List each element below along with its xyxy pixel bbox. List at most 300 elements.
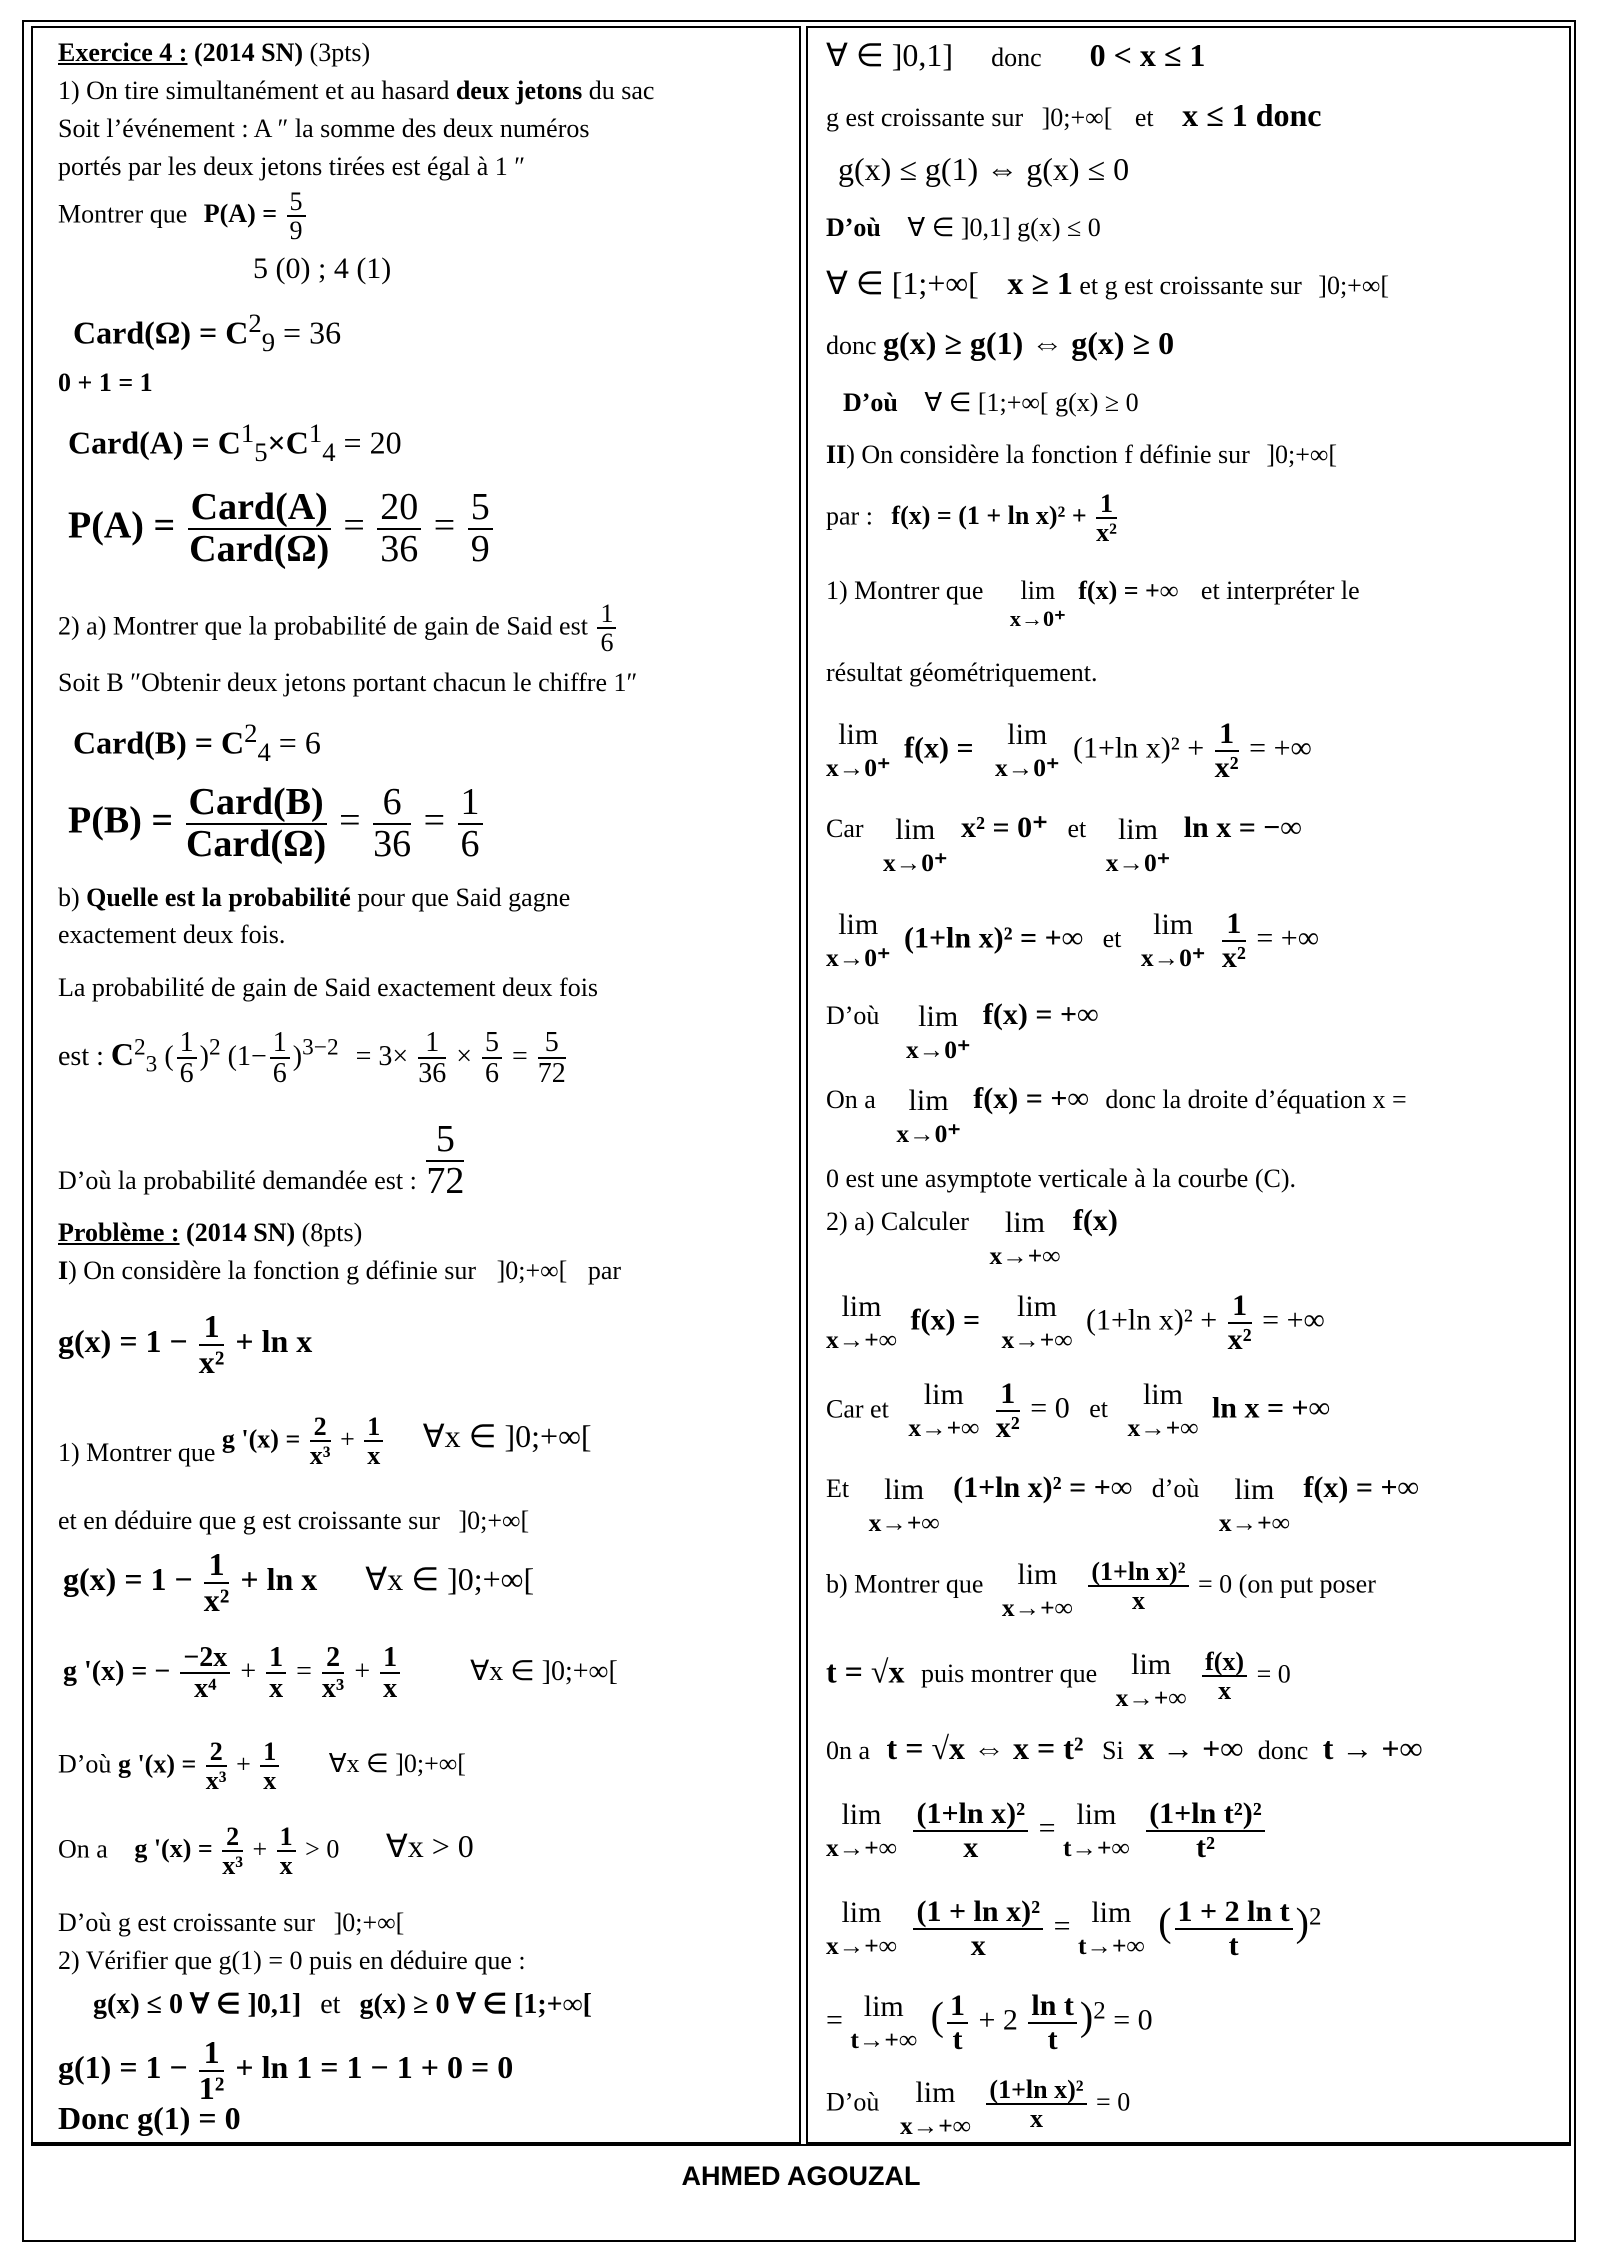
text-line: 0 + 1 = 1 <box>58 368 153 397</box>
numerator: 20 <box>377 488 421 530</box>
limit-sub: x→+∞ <box>1115 1682 1187 1712</box>
math-line <box>68 418 402 467</box>
denominator: x² <box>1096 518 1117 548</box>
math: g '(x) = <box>117 1749 197 1779</box>
text: et en déduire que g est croissante sur <box>58 1506 440 1535</box>
fraction <box>947 1990 968 2055</box>
math: ln x = +∞ <box>1211 1391 1331 1425</box>
subscript: 3 <box>145 1051 158 1078</box>
limit <box>1219 1473 1290 1537</box>
math: P(A) = <box>68 504 176 547</box>
limit-sub: x→+∞ <box>1001 1324 1073 1354</box>
limit <box>1002 1558 1073 1622</box>
math: g(1) = 1 − <box>58 2048 188 2085</box>
limit <box>826 1896 897 1960</box>
superscript: 2 <box>134 1034 146 1061</box>
math: x² = 0⁺ <box>961 811 1048 844</box>
fraction <box>206 1738 227 1795</box>
denominator: 9 <box>289 216 303 246</box>
math: = 0 <box>1113 2003 1153 2037</box>
math: f(x) = +∞ <box>1303 1471 1419 1504</box>
limit <box>1010 576 1066 631</box>
limit <box>869 1473 940 1537</box>
lim: lim <box>1142 1378 1183 1411</box>
denominator: 6 <box>485 1058 499 1090</box>
denominator: 1² <box>198 2069 225 2106</box>
math-line <box>826 1206 1118 1270</box>
denominator: x <box>970 1928 986 1962</box>
math-line <box>826 1798 1268 1863</box>
exercise-heading <box>58 38 370 68</box>
math-line <box>68 783 486 865</box>
math: = 0 <box>1256 1659 1291 1689</box>
text-line: exactement deux fois. <box>58 920 286 949</box>
math-line <box>826 1473 1419 1537</box>
fraction <box>458 783 483 865</box>
numerator: 1 <box>260 1738 279 1767</box>
limit-sub: x→0⁺ <box>883 847 948 877</box>
math: ]0;+∞[ <box>1041 103 1113 132</box>
math: + <box>340 1424 355 1454</box>
math: ∀x ∈ ]0;+∞[ <box>328 1749 466 1779</box>
numerator: 6 <box>373 783 411 825</box>
text-line: portés par les deux jetons tirées est égal à 1 ″ <box>58 152 526 181</box>
limit-sub: x→0⁺ <box>1009 605 1066 631</box>
subscript: 5 <box>254 437 268 468</box>
fraction <box>199 1310 225 1379</box>
text-line <box>826 440 1337 470</box>
math: ) <box>292 1040 303 1072</box>
limit <box>900 2076 971 2140</box>
math: ) <box>199 1040 209 1072</box>
numerator: 1 <box>364 1413 383 1442</box>
denominator: x <box>263 1766 277 1796</box>
limit <box>850 1990 917 2054</box>
math: (1+ln x)² = +∞ <box>903 921 1084 955</box>
math: ∀x ∈ ]0;+∞[ <box>470 1655 618 1687</box>
math: g(x) = 1 − <box>58 1322 188 1359</box>
left-column <box>31 26 801 2144</box>
fraction <box>482 1028 502 1089</box>
math: × <box>456 1040 472 1072</box>
numerator: 2 <box>310 1413 331 1442</box>
lim: lim <box>923 1378 964 1411</box>
math-line <box>826 265 1390 301</box>
fraction <box>1146 1798 1265 1863</box>
fraction <box>1096 490 1117 547</box>
math: = 0 <box>1030 1391 1070 1425</box>
denominator: x² <box>1214 750 1239 784</box>
denominator: x <box>367 1441 381 1471</box>
numerator: 1 <box>204 1548 230 1584</box>
superscript: 1 <box>308 418 323 448</box>
denominator: x <box>1218 1676 1232 1706</box>
math: = 6 <box>270 724 321 761</box>
subscript: 9 <box>261 327 276 358</box>
denominator: 36 <box>373 822 412 865</box>
text-bold: D’où <box>843 388 898 417</box>
fraction <box>266 1643 286 1704</box>
denominator: x <box>279 1851 293 1881</box>
math: f(x) = <box>903 731 974 765</box>
math: x ≥ 1 <box>1007 265 1073 301</box>
math-line <box>826 718 1312 783</box>
text: et g est croissante sur <box>1079 271 1302 300</box>
numerator: 1 <box>1215 718 1239 752</box>
fraction <box>1175 1896 1293 1961</box>
math-line <box>58 1310 312 1379</box>
text: (on put poser <box>1238 1569 1376 1599</box>
text-line <box>58 1256 621 1286</box>
math: Card(Ω) = C <box>73 314 249 351</box>
subscript: 4 <box>322 437 336 468</box>
math: = 0 <box>1198 1569 1233 1599</box>
text-line: La probabilité de gain de Said exactement deux fois <box>58 973 599 1002</box>
math: f(x) <box>1072 1204 1118 1237</box>
text-bold: II <box>826 440 847 469</box>
text: ) On considère la fonction f définie sur <box>846 440 1250 469</box>
text: donc la droite d’équation x = <box>1105 1085 1407 1114</box>
superscript: 2 <box>209 1034 221 1061</box>
numerator: 2 <box>222 1823 243 1852</box>
denominator: 9 <box>470 527 490 570</box>
math-line <box>826 908 1319 973</box>
text: b) <box>58 883 87 912</box>
math: + <box>354 1655 371 1687</box>
denominator: t² <box>1195 1830 1215 1864</box>
problem-heading <box>58 1218 362 1248</box>
text-line: Soit l’événement : A ″ la somme des deux numéros <box>58 114 590 143</box>
numerator: 1 <box>947 1990 968 2024</box>
text: D’où g est croissante sur <box>58 1908 316 1937</box>
math: + <box>240 1655 257 1687</box>
limit <box>826 1290 897 1354</box>
math: = <box>1038 1811 1056 1845</box>
text: D’où <box>826 2087 880 2117</box>
math: = 0 <box>1096 2087 1131 2117</box>
denominator: 6 <box>600 628 614 658</box>
math: ×C <box>267 424 309 461</box>
limit-sub: x→+∞ <box>1127 1412 1199 1442</box>
fraction <box>913 1798 1028 1863</box>
text: 1) Montrer que <box>58 1438 216 1468</box>
lim: lim <box>884 1473 925 1506</box>
superscript: 3−2 <box>302 1034 339 1061</box>
lim: lim <box>1153 908 1194 941</box>
math-line <box>826 1000 1098 1064</box>
right-column <box>806 26 1571 2144</box>
math-line <box>826 1648 1291 1712</box>
superscript: 2 <box>244 718 258 748</box>
text-line: 5 (0) ; 4 (1) <box>253 252 392 285</box>
fraction <box>1088 1558 1188 1615</box>
text: par <box>587 1256 622 1285</box>
problem-source: (2014 SN) <box>186 1218 296 1247</box>
text: d’où <box>1151 1474 1200 1503</box>
math: f(x) = +∞ <box>982 998 1099 1031</box>
subscript: 4 <box>257 737 271 768</box>
numerator: 5 <box>482 1028 502 1059</box>
math: = <box>1053 1909 1071 1943</box>
numerator: Card(B) <box>186 783 327 825</box>
text: On a <box>58 1834 108 1864</box>
math: = <box>826 2003 843 2037</box>
text: D’où <box>826 1001 880 1030</box>
limit-sub: x→+∞ <box>826 1324 897 1354</box>
fraction <box>310 1413 331 1470</box>
fraction <box>287 188 306 245</box>
fraction <box>270 1028 290 1089</box>
numerator: 2 <box>322 1643 344 1674</box>
math: = +∞ <box>1249 731 1312 765</box>
limit-sub: x→0⁺ <box>896 1118 961 1148</box>
numerator: 1 <box>380 1643 400 1674</box>
math: ]0;+∞[ <box>1318 271 1390 300</box>
limit <box>826 908 890 972</box>
denominator: x <box>1029 2104 1043 2134</box>
math-line <box>58 2100 241 2136</box>
math: = <box>343 504 365 547</box>
lim: lim <box>1004 1206 1045 1239</box>
lim: lim <box>1076 1798 1117 1831</box>
text: D’où <box>58 1749 112 1779</box>
numerator: 1 <box>199 2036 225 2072</box>
fraction <box>597 600 616 657</box>
math-line <box>58 1028 569 1089</box>
limit <box>1106 813 1170 877</box>
math: > 0 <box>305 1834 340 1864</box>
math: f(x) = (1 + ln x)² + <box>891 501 1087 531</box>
math-line <box>58 1738 466 1795</box>
text-bold: D’où <box>826 213 881 242</box>
math-line <box>826 576 1360 631</box>
math: g '(x) = <box>221 1424 301 1454</box>
lim: lim <box>1017 1290 1058 1323</box>
text-bold: Donc <box>58 2100 130 2136</box>
denominator: x <box>269 1673 284 1705</box>
text: Si <box>1101 1736 1124 1765</box>
text: 1) Montrer que <box>826 576 984 605</box>
lim: lim <box>841 1290 882 1323</box>
math: ]0;+∞[ <box>1266 440 1338 469</box>
math: f(x) = +∞ <box>1078 576 1179 605</box>
fraction <box>188 488 331 570</box>
exercise-source: (2014 SN) <box>193 38 304 67</box>
text-line: 0 est une asymptote verticale à la courbe (C). <box>826 1164 1296 1193</box>
text: b) Montrer que <box>826 1569 984 1599</box>
math-line <box>826 1290 1325 1355</box>
text-line <box>58 76 654 106</box>
math: = +∞ <box>1262 1303 1325 1337</box>
text: et interpréter le <box>1200 576 1360 605</box>
math: (1− <box>227 1040 267 1072</box>
numerator: 1 + 2 ln t <box>1175 1896 1293 1930</box>
text: et <box>1089 1394 1108 1424</box>
numerator: 1 <box>1228 1290 1252 1324</box>
exercise-points: (3pts) <box>309 38 371 67</box>
math: x → +∞ <box>1138 1730 1244 1766</box>
math: 0 < x ≤ 1 <box>1089 37 1206 73</box>
math: t → +∞ <box>1322 1730 1423 1766</box>
math: = +∞ <box>1256 921 1320 955</box>
math: + ln x <box>240 1560 318 1597</box>
math: (1+ln x)² = +∞ <box>953 1471 1133 1504</box>
text: donc <box>1257 1736 1309 1765</box>
denominator: x⁴ <box>194 1673 217 1705</box>
text: et <box>1067 814 1087 843</box>
text: du sac <box>582 76 655 105</box>
text: pour que Said gagne <box>350 883 571 912</box>
numerator: ln t <box>1028 1990 1077 2024</box>
text: ) On considère la fonction g définie sur <box>68 1256 477 1285</box>
limit <box>989 1206 1060 1270</box>
lim: lim <box>838 718 879 751</box>
fraction <box>380 1643 400 1704</box>
exercise-title: Exercice 4 : <box>58 38 188 67</box>
limit <box>1116 1648 1187 1712</box>
fraction <box>377 488 421 570</box>
lim: lim <box>918 1000 959 1033</box>
math-line <box>826 97 1322 133</box>
text: 2) a) Montrer que la probabilité de gain de Said est <box>58 611 588 641</box>
math-line <box>826 1084 1407 1148</box>
math-line <box>826 1730 1423 1766</box>
math: ∀x ∈ ]0;+∞[ <box>365 1560 535 1597</box>
fraction <box>996 1378 1020 1443</box>
lim: lim <box>841 1798 882 1831</box>
math: ∀ ∈ ]0,1] <box>826 37 954 73</box>
math-line: lim x→+∞ $\frac{\text{(1 + ln x)²}}{x}$ = lim t→+∞ ( $\frac{\text{1 + 2 ln t}}{t}$ )$^2$ <box>826 1895 1322 1962</box>
denominator: 6 <box>179 1058 194 1090</box>
math: (1+ln x)² + <box>1073 731 1205 765</box>
limit-sub: x→+∞ <box>908 1412 980 1442</box>
denominator: x² <box>198 1343 225 1380</box>
math: + ln x <box>235 1322 313 1359</box>
math: t = √x ⇔ x = t² <box>886 1730 1084 1766</box>
math: = <box>423 799 446 842</box>
text-bold: Quelle est la probabilité <box>86 883 351 912</box>
math: g(x) = 1 − <box>63 1560 193 1597</box>
numerator: 1 <box>1222 908 1246 942</box>
text: 2) a) Calculer <box>826 1207 969 1236</box>
fraction <box>1202 1648 1247 1705</box>
numerator: (1+ln x)² <box>986 2076 1086 2105</box>
numerator: 1 <box>597 600 616 629</box>
fraction <box>1222 908 1246 973</box>
limit <box>1127 1378 1198 1442</box>
fraction <box>468 488 493 570</box>
numerator: 1 <box>266 1643 286 1674</box>
math: Card(A) = C <box>68 424 241 461</box>
lim: lim <box>1131 1648 1172 1681</box>
math: t = √x <box>826 1653 905 1690</box>
text-line: 2) Vérifier que g(1) = 0 puis en déduire que : <box>58 1946 526 1975</box>
text: Car <box>826 814 864 843</box>
text-line: résultat géométriquement. <box>826 658 1098 687</box>
denominator: x³ <box>321 1673 345 1705</box>
lim: lim <box>1017 1558 1058 1591</box>
fraction <box>277 1823 296 1880</box>
text: g est croissante sur <box>826 103 1024 132</box>
text: et <box>320 1989 341 2020</box>
math-line <box>843 388 1139 418</box>
math-line <box>826 2076 1130 2140</box>
fraction <box>913 1896 1043 1961</box>
lim: lim <box>895 813 936 846</box>
lim: lim <box>915 2076 956 2109</box>
math: ∀ ∈ [1;+∞[ g(x) ≥ 0 <box>924 388 1139 417</box>
limit-sub: x→+∞ <box>826 1930 897 1960</box>
fraction <box>364 1413 383 1470</box>
numerator: 2 <box>206 1738 227 1767</box>
math-line <box>826 37 1206 73</box>
numerator: 1 <box>996 1378 1020 1412</box>
denominator: 72 <box>537 1058 566 1090</box>
math: x ≤ 1 donc <box>1182 97 1322 133</box>
math-line <box>63 1548 534 1617</box>
text-line: Soit B ″Obtenir deux jetons portant chacun le chiffre 1″ <box>58 668 638 697</box>
limit-sub: x→0⁺ <box>995 752 1060 782</box>
math-line <box>58 1413 592 1470</box>
math: ]0;+∞[ <box>333 1908 405 1937</box>
fraction <box>322 1643 344 1704</box>
numerator: (1+ln x)² <box>1088 1558 1188 1587</box>
limit-sub: x→0⁺ <box>1105 847 1171 877</box>
numerator: (1 + ln x)² <box>913 1896 1043 1930</box>
limit-sub: x→0⁺ <box>826 942 891 972</box>
math: = <box>339 799 361 842</box>
math-line <box>58 2036 513 2105</box>
denominator: t <box>1228 1928 1239 1962</box>
limit-sub: x→0⁺ <box>1140 942 1206 972</box>
math: ]0;+∞[ <box>496 1256 568 1285</box>
text: Montrer que <box>58 199 188 229</box>
numerator: Card(A) <box>188 488 331 530</box>
limit-sub: t→+∞ <box>850 2024 918 2054</box>
denominator: x³ <box>205 1766 227 1796</box>
denominator: x <box>1131 1586 1145 1616</box>
fraction <box>1028 1990 1077 2055</box>
text: par : <box>826 501 873 531</box>
denominator: x² <box>1221 940 1246 974</box>
numerator: 1 <box>1096 490 1117 519</box>
fraction <box>1228 1290 1252 1355</box>
limit-sub: t→+∞ <box>1077 1930 1145 1960</box>
fraction <box>373 783 411 865</box>
math: f(x) = +∞ <box>973 1082 1089 1115</box>
math: (1+ln x)² + <box>1086 1303 1218 1337</box>
denominator: t <box>952 2022 963 2056</box>
limit-sub: x→0⁺ <box>905 1034 971 1064</box>
math: C <box>110 1035 134 1072</box>
superscript: 1 <box>240 418 255 448</box>
denominator: 36 <box>380 527 419 570</box>
denominator: Card(Ω) <box>189 527 330 570</box>
text: Car et <box>826 1394 889 1424</box>
fraction <box>1215 718 1239 783</box>
math: = <box>296 1655 312 1687</box>
numerator: 1 <box>418 1028 446 1059</box>
numerator: 1 <box>270 1028 290 1059</box>
limit-sub: x→+∞ <box>1001 1592 1073 1622</box>
denominator: x <box>383 1673 398 1705</box>
text: est : <box>58 1040 104 1072</box>
math-line: = lim t→+∞ ( $\frac{1}{t}$ + 2 $\frac{\text{ln t}}{t}$ )$^2$ = 0 <box>826 1989 1153 2056</box>
denominator: x² <box>203 1581 230 1618</box>
numerator: (1+ln t²)² <box>1146 1798 1265 1832</box>
limit-sub: t→+∞ <box>1062 1832 1130 1862</box>
math-line <box>58 188 309 245</box>
